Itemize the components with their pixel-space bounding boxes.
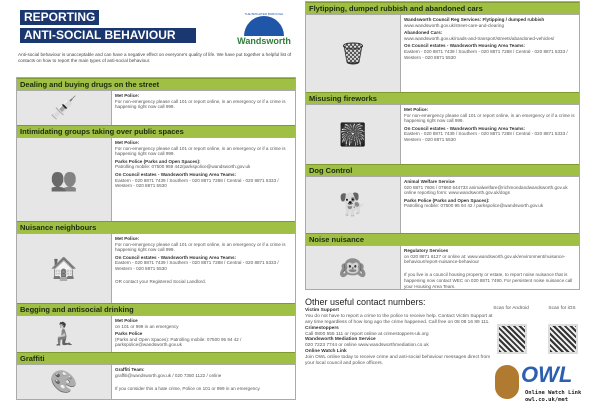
- section-body: [17, 233, 295, 303]
- rubbish-icon: 🗑: [306, 15, 401, 92]
- contact-entry: [115, 380, 292, 391]
- section-contacts: [112, 234, 295, 303]
- contact-name: Met Police:: [115, 93, 140, 98]
- contact-name: On Council estates - Wandsworth Housing Area Teams:: [115, 254, 237, 260]
- contact-detail: If you consider this a hate crime, Police on 101 or 999 in an emergency: [115, 385, 260, 391]
- section-contacts: [112, 91, 295, 125]
- contact-name: Parks Police: [115, 331, 143, 337]
- section-contacts: [112, 138, 295, 221]
- other-contact-detail: You do not have to report a crime to the police to receive help. Contact Victim Support at any time regardless of how long ago the crime happened. Call free on 08 08 16 89 111.: [305, 313, 493, 325]
- section-heading: Graffiti: [17, 352, 295, 364]
- contact-name: Met Police: [115, 318, 138, 323]
- contact-entry: [115, 367, 292, 378]
- contact-name: Parks Police (Parks and Open Spaces):: [115, 158, 201, 164]
- contact-detail: For non-emergency please call 101 or report online, in an emergency or if a crime is happening right now call 999.: [115, 145, 286, 157]
- other-heading: Other useful contact numbers:: [305, 297, 426, 307]
- section-heading: Nuisance neighbours: [17, 221, 295, 233]
- contact-entry: [115, 255, 292, 272]
- contact-entry: [115, 93, 292, 110]
- other-contact-item: [305, 326, 495, 338]
- contact-detail: For non-emergency please call 101 or report online, in an emergency or if a crime is happening right now call 999.: [115, 241, 286, 253]
- graffiti-icon: 🎨: [17, 365, 112, 399]
- contact-name: Abandoned Cars:: [404, 30, 443, 36]
- contact-name: Parks Police (Parks and Open Spaces):: [404, 197, 490, 203]
- contact-name: Met Police:: [404, 107, 429, 112]
- intro-text: Anti-social behaviour is unacceptable and can have a negative effect on everyone's quality of life. We have put together a helpful list of contacts on how to report the main types of anti-social behaviour.: [18, 52, 292, 63]
- contact-entry: [404, 17, 576, 28]
- other-contact-name: Wandsworth Mediation Service: [305, 337, 376, 343]
- section-body: [306, 104, 579, 164]
- other-contact-name: Crimestoppers: [305, 325, 339, 331]
- section-heading: Misusing fireworks: [306, 92, 579, 104]
- contact-detail: www.wandsworth.gov.uk/roads-and-transport/streets/abandoned-vehicles/: [404, 35, 555, 41]
- section-body: [17, 315, 295, 352]
- section-heading: Dealing and buying drugs on the street: [17, 78, 295, 90]
- contact-entry: [115, 159, 292, 170]
- contact-entry: [115, 140, 292, 157]
- logo-tagline: THE BRIGHTER BOROUGH: [244, 12, 284, 16]
- section-heading: Dog Control: [306, 164, 579, 176]
- contact-entry: [404, 179, 576, 196]
- other-contact-item: [305, 308, 495, 326]
- contact-detail: For non-emergency please call 101 or report online, in an emergency or if a crime is happening right now call 999.: [404, 112, 575, 124]
- fireworks-icon: 🎆: [306, 105, 401, 164]
- other-contacts: [305, 297, 495, 367]
- contact-detail: (Parks and Open Spaces): Patrolling mobile: 07500 95 94 42 / parkspolice@wandsworth.gov.uk: [115, 336, 242, 348]
- contact-entry: [115, 172, 292, 189]
- wandsworth-logo: [235, 12, 293, 46]
- other-contact-name: Victim Support: [305, 307, 340, 313]
- neighbours-icon: 🏠: [17, 234, 112, 303]
- contact-name: On Council estates - Wandsworth Housing Area Teams:: [115, 171, 237, 177]
- section-contacts: [401, 105, 579, 164]
- contact-detail: Eastern - 020 8871 7439 / Southern - 020 8871 7288 / Central - 020 8871 5333 / Western - 020 8871 5530: [404, 131, 568, 142]
- section-body: [17, 364, 295, 399]
- section-contacts: [401, 246, 579, 289]
- contact-detail: If you live in a council housing property or estate, to report noise nuisance that is happening now contact WEC on 020 8871 7490. For persistent noise nuisance call your Housing Area Team.: [404, 272, 573, 289]
- drugs-icon: 💉: [17, 91, 112, 125]
- contact-name: Met Police:: [115, 236, 140, 241]
- section-heading: Intimidating groups taking over public spaces: [17, 125, 295, 137]
- contact-name: Graffiti Team:: [115, 367, 145, 372]
- section-contacts: [112, 365, 295, 399]
- section-body: [306, 14, 579, 92]
- right-column: [305, 1, 580, 290]
- contact-name: Regulatory Services: [404, 248, 449, 253]
- section-body: [17, 90, 295, 125]
- section-contacts: [401, 15, 579, 92]
- contact-entry: [115, 318, 292, 329]
- contact-entry: [404, 43, 576, 60]
- owl-logo: [495, 360, 590, 405]
- contact-name: Met Police:: [115, 140, 140, 145]
- other-contact-detail: Join OWL online today to receive crime and anti-social behaviour messages direct from your local council and police officers.: [305, 355, 491, 367]
- contact-entry: [404, 267, 576, 289]
- contact-entry: [115, 331, 292, 348]
- contact-entry: [115, 236, 292, 253]
- other-contact-detail: 020 7223 7744 or online www.wandsworthmediation.co.uk: [305, 343, 429, 349]
- noise-icon: 🙉: [306, 246, 401, 289]
- other-contact-detail: Call 0800 555 111 or report online at crimestoppers-uk.org: [305, 331, 429, 337]
- owl-logo-text: OWL: [521, 362, 573, 387]
- contact-detail: Eastern - 020 8871 7439 / Southern - 020 8871 7288 / Central - 020 8871 5333 / Western - 020 8871 5530: [115, 260, 279, 271]
- contact-detail: on 101 or 999 in an emergency: [115, 323, 179, 329]
- contact-detail: 020 8871 7606 / 07860 544733 animalwelfare@richmondandwandsworth.gov.uk online reporting form: www.wandsworth.gov.uk/dogs: [404, 184, 568, 196]
- section-heading: Noise nuisance: [306, 233, 579, 245]
- title-block: [20, 8, 196, 43]
- contact-name: On Council estates - Wandsworth Housing Area Teams:: [404, 125, 526, 131]
- qr-android-label: Scan for Android: [493, 306, 529, 311]
- qr-code-android[interactable]: [497, 324, 527, 354]
- contact-name: On Council estates - Wandsworth Housing Area Teams:: [404, 43, 526, 49]
- title-line2: ANTI-SOCIAL BEHAVIOUR: [20, 26, 196, 43]
- contact-entry: [404, 107, 576, 124]
- section-contacts: [112, 316, 295, 352]
- owl-line2: owl.co.uk/met: [525, 397, 569, 403]
- contact-detail: www.wandsworth.gov.uk/street-care-and-clearing: [404, 22, 504, 28]
- contact-detail: Eastern - 020 8871 7439 / Southern - 020 8871 7288 / Central - 020 8871 5333 / Western - 020 8871 5530: [404, 48, 568, 60]
- skyline-icon: [244, 16, 284, 36]
- title-line1: REPORTING: [20, 10, 99, 25]
- other-contact-item: [305, 337, 495, 349]
- section-body: [17, 137, 295, 221]
- left-column: [16, 77, 296, 400]
- section-contacts: [401, 177, 579, 233]
- qr-ios-label: Scan for iOS: [548, 306, 576, 311]
- owl-line1: Online Watch Link: [525, 390, 582, 396]
- section-heading: Flytipping, dumped rubbish and abandoned cars: [306, 2, 579, 14]
- contact-entry: [404, 30, 576, 41]
- section-body: [306, 176, 579, 233]
- contact-entry: [404, 248, 576, 265]
- section-body: [306, 245, 579, 289]
- section-heading: Begging and antisocial drinking: [17, 303, 295, 315]
- contact-name: Wandsworth Council Reg Services: Flytipping / dumped rubbish: [404, 17, 545, 22]
- qr-code-ios[interactable]: [548, 324, 578, 354]
- begging-icon: 🧎: [17, 316, 112, 352]
- contact-entry: [115, 274, 292, 285]
- contact-detail: For non-emergency please call 101 or report online, in an emergency or if a crime is happening right now call 999.: [115, 98, 286, 110]
- contact-detail: graffiti@wandsworth.gov.uk / 020 7350 1122 / online: [115, 372, 222, 378]
- other-contact-item: [305, 349, 495, 367]
- contact-entry: [404, 198, 576, 209]
- contact-detail: Patrolling mobile: 07500 95 94 42 / parkspolice@wandsworth.gov.uk: [404, 203, 544, 209]
- other-contact-name: Online Watch Link: [305, 349, 347, 355]
- contact-detail: OR contact your Registered Social Landlord.: [115, 279, 206, 285]
- contact-name: Animal Welfare Service: [404, 179, 455, 184]
- contact-detail: Eastern - 020 8871 7439 / Southern - 020 8871 7288 / Central - 020 8871 5333 / Western - 020 8871 5530: [115, 177, 279, 189]
- owl-icon: [495, 365, 519, 399]
- dog-icon: 🐕: [306, 177, 401, 233]
- contact-detail: Patrolling mobile: 07500 959 442/parkspolice@wandsworth.gov.uk: [115, 164, 251, 170]
- contact-entry: [404, 126, 576, 143]
- logo-name: Wandsworth: [237, 36, 291, 46]
- contact-detail: on 020 8871 6127 or online at: www.wandsworth.gov.uk/environment/nuisance-behaviour/report-nuisance-behaviour: [404, 253, 566, 265]
- group-icon: 👥: [17, 138, 112, 221]
